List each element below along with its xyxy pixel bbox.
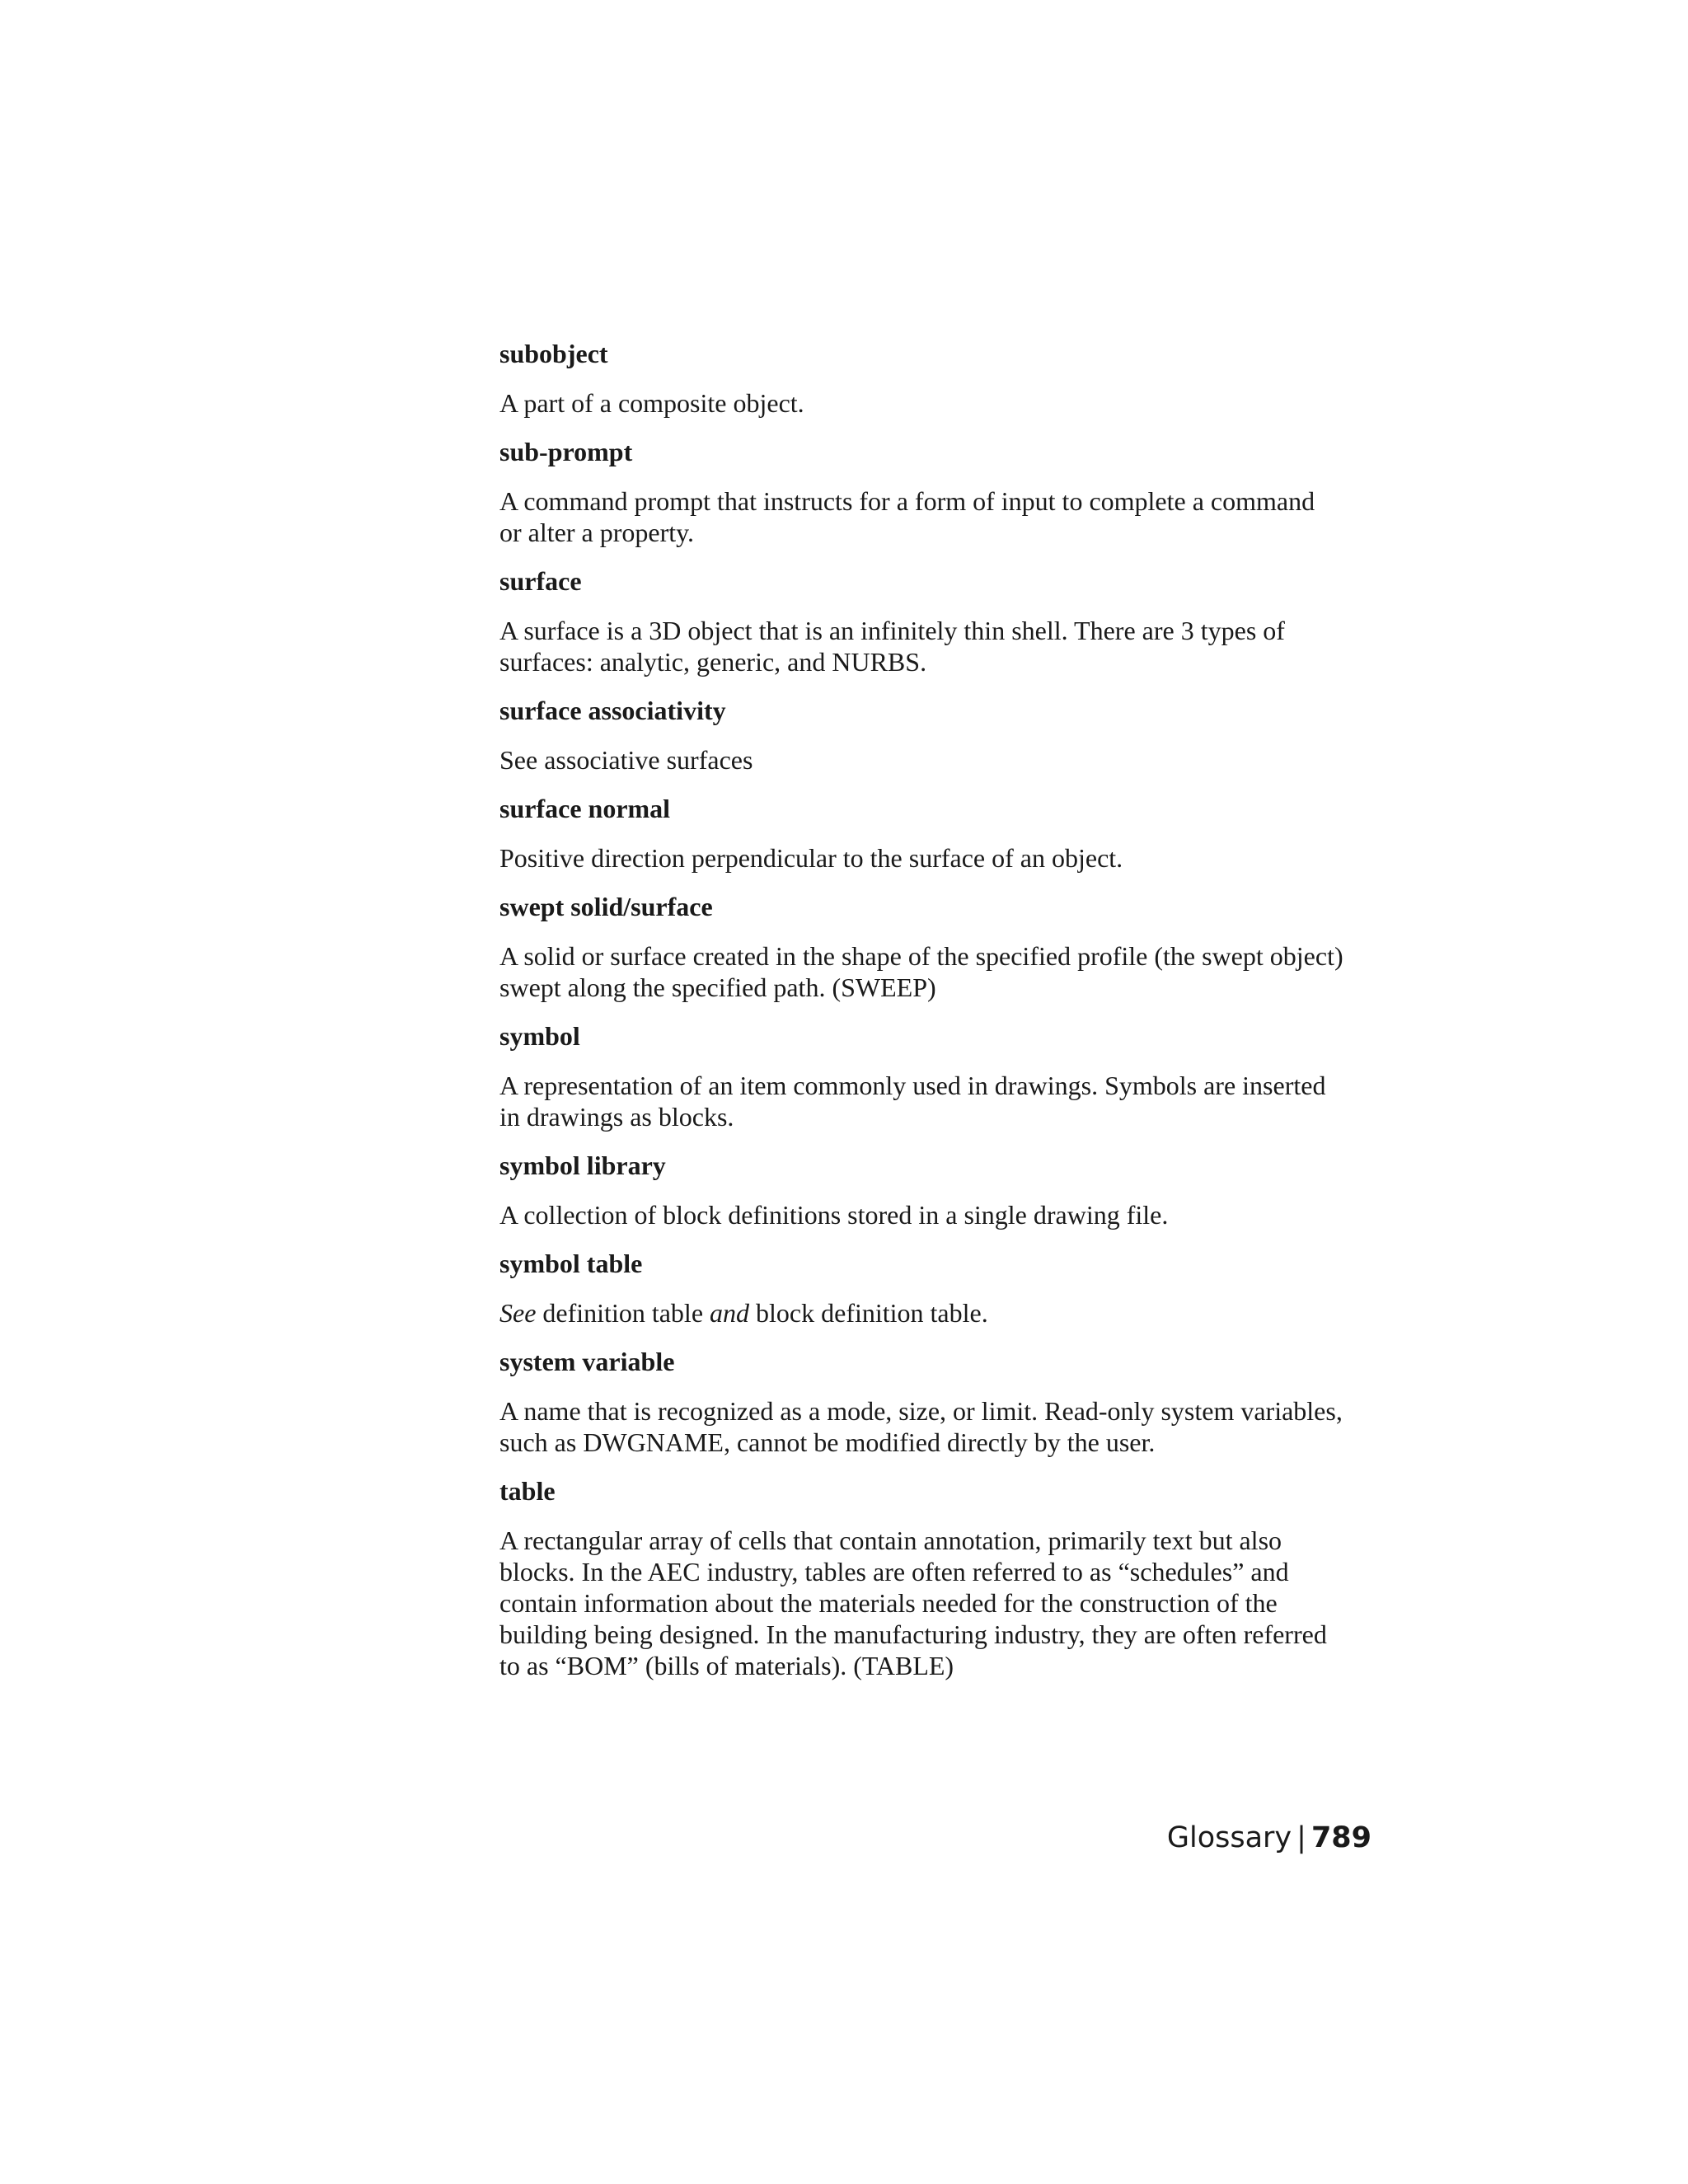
term-symbol: symbol [499, 1021, 580, 1051]
definition-surface [499, 615, 1406, 677]
definition-line: in drawings as blocks. [499, 1102, 734, 1132]
term-symbol-library: symbol library [499, 1151, 666, 1180]
definition-surface-associativity [499, 744, 1406, 776]
definition-system-variable [499, 1395, 1406, 1458]
term-system-variable: system variable [499, 1347, 675, 1376]
definition-text: block definition table. [749, 1298, 988, 1328]
page-number: 789 [1311, 1821, 1372, 1854]
term-surface-associativity: surface associativity [499, 696, 726, 725]
definition-line: A surface is a 3D object that is an infinitely thin shell. There are 3 types of [499, 616, 1285, 645]
definition-line: Positive direction perpendicular to the surface of an object. [499, 843, 1123, 873]
definition-line: swept along the specified path. (SWEEP) [499, 972, 936, 1002]
definition-subobject [499, 387, 1406, 419]
definition-line: A collection of block definitions stored in a single drawing file. [499, 1200, 1169, 1230]
definition-line: building being designed. In the manufacturing industry, they are often referred [499, 1619, 1327, 1649]
definition-line: See associative surfaces [499, 745, 753, 775]
definition-line: blocks. In the AEC industry, tables are often referred to as “schedules” and [499, 1557, 1289, 1586]
definition-text: definition table [536, 1298, 710, 1328]
term-subobject: subobject [499, 339, 608, 368]
footer-separator: | [1296, 1821, 1306, 1854]
definition-symbol-library [499, 1199, 1406, 1230]
definition-table [499, 1525, 1406, 1681]
term-surface-normal: surface normal [499, 794, 671, 823]
term-swept-solid-surface: swept solid/surface [499, 892, 713, 921]
definition-line: A representation of an item commonly used in drawings. Symbols are inserted [499, 1071, 1326, 1100]
definition-line: A solid or surface created in the shape of the specified profile (the swept object) [499, 941, 1343, 971]
definition-and-italic: and [710, 1298, 750, 1328]
definition-line: A name that is recognized as a mode, size, or limit. Read-only system variables, [499, 1396, 1343, 1426]
definition-line: surfaces: analytic, generic, and NURBS. [499, 647, 927, 677]
definition-sub-prompt [499, 485, 1406, 548]
definition-line: A command prompt that instructs for a form of input to complete a command [499, 486, 1315, 516]
definition-symbol [499, 1070, 1406, 1132]
term-surface: surface [499, 566, 582, 596]
definition-line: to as “BOM” (bills of materials). (TABLE) [499, 1651, 954, 1680]
definition-see-italic: See [499, 1298, 537, 1328]
term-table: table [499, 1476, 556, 1506]
definition-line: A part of a composite object. [499, 388, 804, 418]
definition-line: such as DWGNAME, cannot be modified directly by the user. [499, 1427, 1156, 1457]
definition-surface-normal [499, 842, 1406, 874]
definition-line: A rectangular array of cells that contain annotation, primarily text but also [499, 1526, 1282, 1555]
term-sub-prompt: sub-prompt [499, 437, 633, 466]
definition-line: or alter a property. [499, 518, 695, 547]
term-symbol-table: symbol table [499, 1249, 643, 1278]
definition-symbol-table [499, 1297, 1406, 1329]
definition-swept-solid-surface [499, 940, 1406, 1003]
footer-section-label: Glossary [1166, 1821, 1292, 1854]
glossary-entries [499, 338, 1406, 1681]
page-footer [1167, 1820, 1372, 1856]
definition-line: contain information about the materials needed for the construction of the [499, 1588, 1278, 1618]
